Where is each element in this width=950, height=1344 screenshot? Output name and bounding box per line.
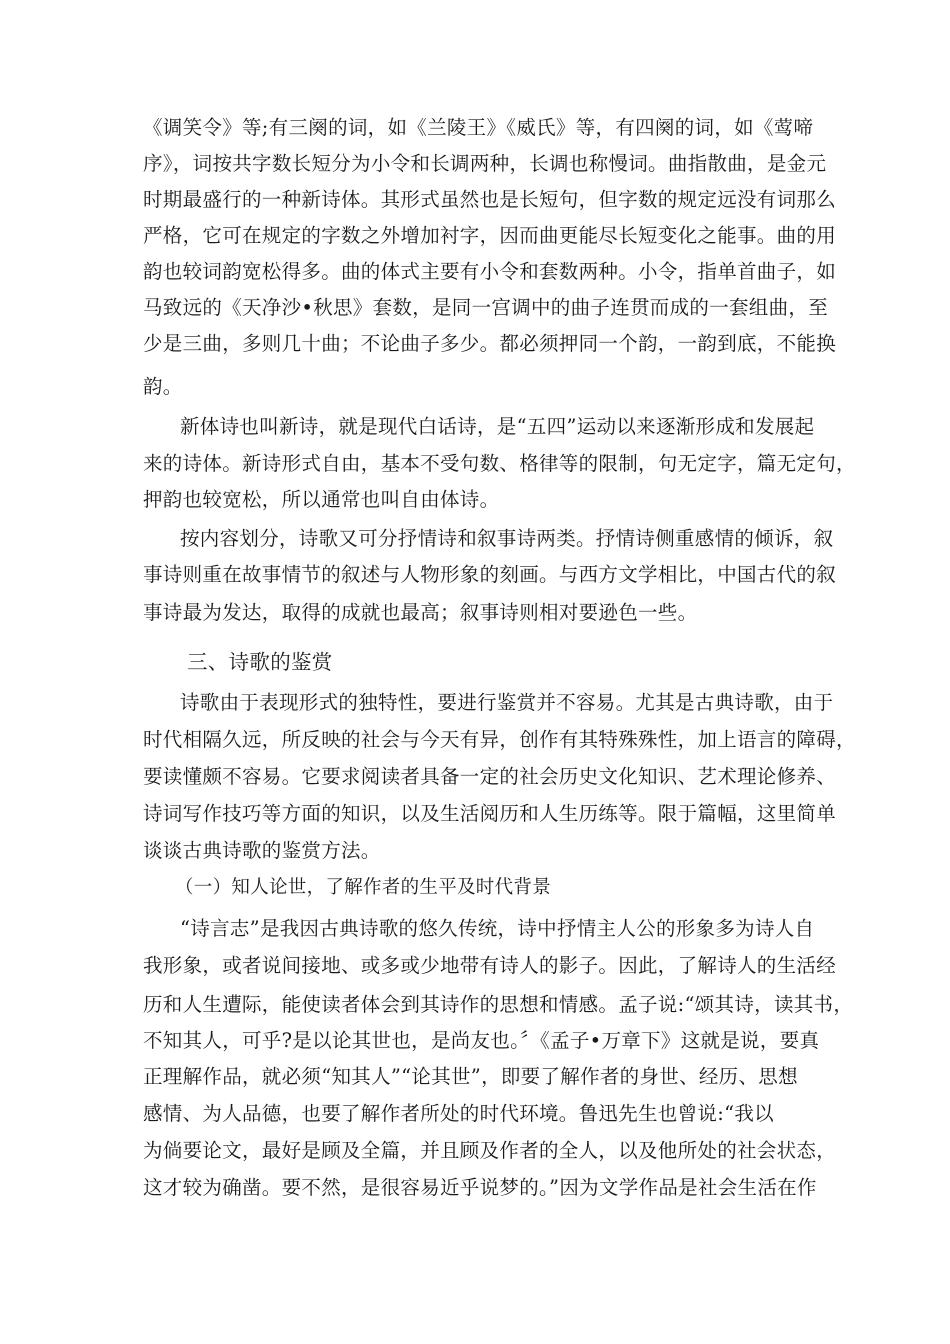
text-line: 这才较为确凿。要不然，是很容易近乎说梦的。”因为文学作品是社会生活在作 bbox=[143, 1176, 817, 1199]
text-line: 来的诗体。新诗形式自由，基本不受句数、格律等的限制，句无定字，篇无定句， bbox=[143, 452, 856, 475]
text-line: 马致远的《天净沙•秋思》套数，是同一宫调中的曲子连贯而成的一套组曲，至 bbox=[143, 296, 829, 319]
paragraph-first-line: “诗言志”是我因古典诗歌的悠久传统，诗中抒情主人公的形象多为诗人自 bbox=[180, 917, 815, 940]
text-line: 为倘要论文，最好是顾及全篇，并且顾及作者的全人，以及他所处的社会状态， bbox=[143, 1139, 837, 1162]
text-line: 韵也较词韵宽松得多。曲的体式主要有小令和套数两种。小令，指单首曲子，如 bbox=[143, 260, 837, 283]
text-line: 序》，词按共字数长短分为小令和长调两种，长调也称慢词。曲指散曲，是金元 bbox=[143, 152, 827, 175]
text-line: 时期最盛行的一种新诗体。其形式虽然也是长短句，但字数的规定远没有词那么 bbox=[143, 188, 837, 211]
text-line: 诗词写作技巧等方面的知识，以及生活阅历和人生历练等。限于篇幅，这里简单 bbox=[143, 802, 837, 825]
text-line: 正理解作品，就必须“知其人”“论其世”，即要了解作者的身世、经历、思想 bbox=[143, 1065, 798, 1088]
subsection-heading: （一）知人论世，了解作者的生平及时代背景 bbox=[175, 877, 552, 898]
text-line: 谈谈古典诗歌的鉴赏方法。 bbox=[143, 839, 381, 862]
text-line: 不知其人，可乎?是以论其世也，是尚友也。〞《孟子•万章下》这就是说，要真 bbox=[143, 1029, 820, 1052]
paragraph-first-line: 按内容划分，诗歌又可分抒情诗和叙事诗两类。抒情诗侧重感情的倾诉，叙 bbox=[180, 527, 834, 550]
section-heading: 三、诗歌的鉴赏 bbox=[187, 650, 333, 674]
text-line: 我形象，或者说间接地、或多或少地带有诗人的影子。因此，了解诗人的生活经 bbox=[143, 954, 837, 977]
text-line: 押韵也较宽松，所以通常也叫自由体诗。 bbox=[143, 488, 500, 511]
text-line: 严格，它可在规定的字数之外增加衬字，因而曲更能尽长短变化之能事。曲的用 bbox=[143, 224, 837, 247]
text-line: 要读懂颇不容易。它要求阅读者具备一定的社会历史文化知识、艺术理论修养、 bbox=[143, 765, 837, 788]
text-line: 事诗则重在故事情节的叙述与人物形象的刻画。与西方文学相比，中国古代的叙 bbox=[143, 563, 837, 586]
paragraph-first-line: 新体诗也叫新诗，就是现代白话诗，是“五四”运动以来逐渐形成和发展起 bbox=[180, 415, 815, 438]
text-line: 少是三曲，多则几十曲；不论曲子多少。都必须押同一个韵，一韵到底，不能换 bbox=[143, 332, 837, 355]
paragraph-first-line: 诗歌由于表现形式的独特性，要进行鉴赏并不容易。尤其是古典诗歌，由于 bbox=[180, 691, 834, 714]
text-line: 历和人生遭际，能使读者体会到其诗作的思想和情感。孟子说:“颂其诗，读其书， bbox=[143, 993, 854, 1016]
text-line: 事诗最为发达，取得的成就也最高；叙事诗则相对要逊色一些。 bbox=[143, 601, 698, 624]
text-line: 韵。 bbox=[143, 375, 183, 398]
text-line: 《调笑令》等;有三阕的词，如《兰陵王》《威氏》等，有四阕的词，如《莺啼 bbox=[143, 116, 814, 139]
text-line: 感情、为人品德，也要了解作者所处的时代环境。鲁迅先生也曾说:“我以 bbox=[143, 1102, 774, 1125]
text-line: 时代相隔久远，所反映的社会与今天有异，创作有其特殊殊性，加上语言的障碍， bbox=[143, 728, 856, 751]
